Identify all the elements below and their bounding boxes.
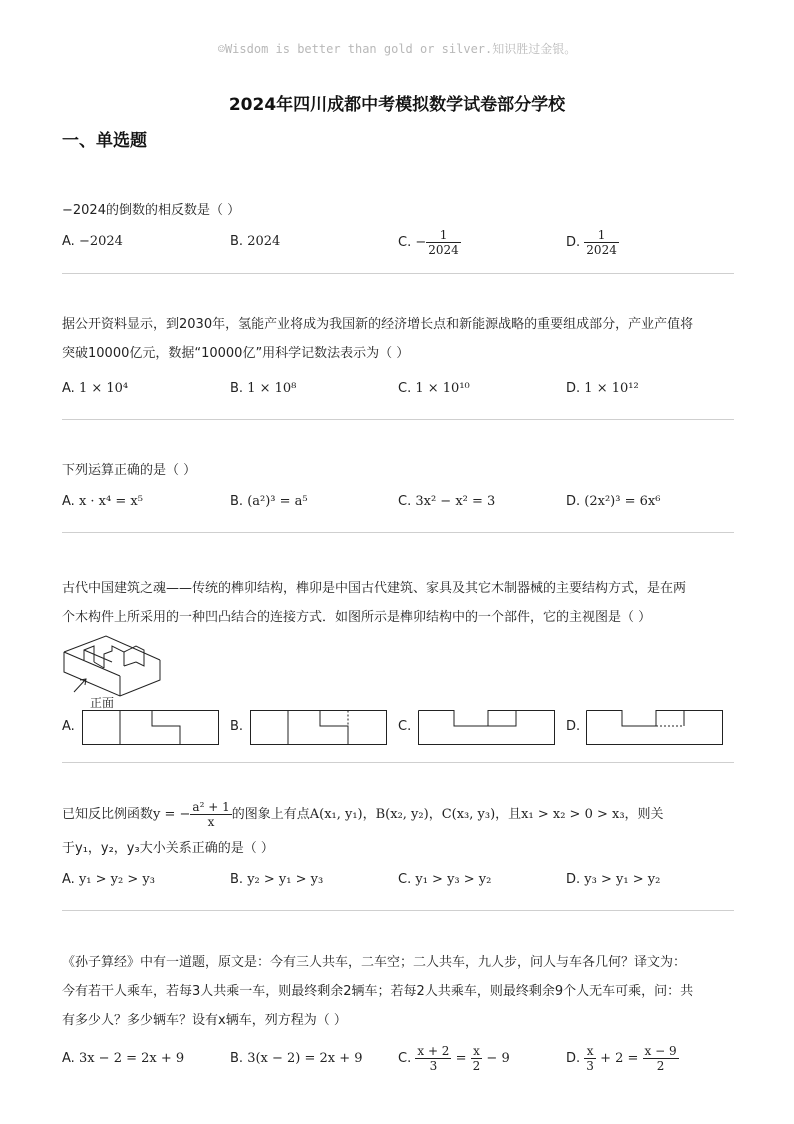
page-title: 2024年四川成都中考模拟数学试卷部分学校: [228, 95, 566, 115]
divider: [62, 910, 734, 911]
option-d[interactable]: D. (2x²)³ = 6x⁶: [566, 494, 661, 509]
question-5-stem-line-2: 于y₁，y₂，y₃大小关系正确的是（ ）: [62, 841, 274, 856]
option-b-view[interactable]: [250, 710, 388, 746]
option-a[interactable]: A. 1 × 10⁴: [62, 381, 129, 396]
mortise-tenon-figure: [60, 632, 170, 712]
question-6-options: [62, 1044, 734, 1076]
option-b[interactable]: B. 2024: [230, 234, 281, 249]
option-d-view[interactable]: [586, 710, 724, 746]
question-4-line-1: 古代中国建筑之魂——传统的榫卯结构，榫卯是中国古代建筑、家具及其它木制器械的主要结构方式，是在两: [62, 581, 687, 596]
option-a[interactable]: A. 3x − 2 = 2x + 9: [62, 1051, 185, 1066]
option-d[interactable]: D. y₃ > y₁ > y₂: [566, 872, 661, 887]
option-c[interactable]: C. − $\frac{1}{2024}$: [398, 228, 459, 257]
divider: [62, 273, 734, 274]
divider: [62, 762, 734, 763]
option-a[interactable]: A. y₁ > y₂ > y₃: [62, 872, 155, 887]
divider: [62, 419, 734, 420]
question-2-line-1: 据公开资料显示，到2030年，氢能产业将成为我国新的经济增长点和新能源战略的重要组成部分，产业产值将: [62, 317, 694, 332]
question-6-stem: [62, 948, 734, 1035]
option-b[interactable]: B. 1 × 10⁸: [230, 381, 297, 396]
question-2-line-2: 突破10000亿元，数据“10000亿”用科学记数法表示为（ ）: [62, 346, 410, 361]
question-2-options: [62, 375, 734, 403]
question-5-stem-line-1: 已知反比例函数y = − $\frac{\text{a² + 1}}{x}$ 的图象上有点A(x₁, y₁)，B(x₂, y₂)，C(x₃, y₃)，且x₁ > x₂ > 0 > x₃，则关: [62, 800, 664, 829]
option-b-label[interactable]: B.: [230, 719, 244, 734]
question-6-line-2: 今有若干人乘车，若每3人共乘一车，则最终剩余2辆车；若每2人共乘车，则最终剩余9个人无车可乘，问：共: [62, 984, 694, 999]
option-a[interactable]: A. x · x⁴ = x⁵: [62, 494, 143, 509]
front-view-label: 正面: [90, 696, 115, 710]
question-1-stem: −2024的倒数的相反数是（ ）: [62, 203, 241, 218]
option-c-label[interactable]: C.: [398, 719, 412, 734]
question-3-options: [62, 488, 734, 516]
question-4-line-2: 个木构件上所采用的一种凹凸结合的连接方式．如图所示是榫卯结构中的一个部件，它的主视图是（ ）: [62, 610, 652, 625]
option-d[interactable]: D. $\frac{x}{3}$ + 2 = $\frac{x - 9}{2}$: [566, 1044, 677, 1073]
question-6-line-3: 有多少人？多少辆车？设有x辆车，列方程为（ ）: [62, 1013, 347, 1028]
option-a[interactable]: A. −2024: [62, 234, 123, 249]
option-b[interactable]: B. (a²)³ = a⁵: [230, 494, 308, 509]
question-6-line-1: 《孙子算经》中有一道题，原文是：今有三人共车，二车空；二人共车，九人步，问人与车各几何？译文为：: [62, 955, 687, 970]
option-c[interactable]: C. $\frac{x + 2}{3}$ = $\frac{x}{2}$ − 9: [398, 1044, 510, 1073]
option-b[interactable]: B. y₂ > y₁ > y₃: [230, 872, 324, 887]
option-c[interactable]: C. 1 × 10¹⁰: [398, 381, 470, 396]
option-b[interactable]: B. 3(x − 2) = 2x + 9: [230, 1051, 363, 1066]
question-4-stem: [62, 574, 734, 632]
question-5-options: [62, 866, 734, 894]
option-c[interactable]: C. 3x² − x² = 3: [398, 494, 496, 509]
divider: [62, 532, 734, 533]
option-d-label[interactable]: D.: [566, 719, 581, 734]
section-heading: 一、单选题: [62, 131, 147, 151]
option-d[interactable]: D. 1 × 10¹²: [566, 381, 639, 396]
question-1-options: [62, 228, 734, 256]
question-2-stem: [62, 310, 734, 368]
option-a-view[interactable]: [82, 710, 220, 746]
page-header-motto: ☺Wisdom is better than gold or silver.知识胜过金银。: [217, 42, 577, 56]
option-a-label[interactable]: A.: [62, 719, 75, 734]
option-c[interactable]: C. y₁ > y₃ > y₂: [398, 872, 492, 887]
question-4-options: [62, 713, 742, 749]
option-d[interactable]: D. $\frac{1}{2024}$: [566, 228, 617, 257]
question-3-stem: 下列运算正确的是（ ）: [62, 463, 197, 478]
option-c-view[interactable]: [418, 710, 556, 746]
